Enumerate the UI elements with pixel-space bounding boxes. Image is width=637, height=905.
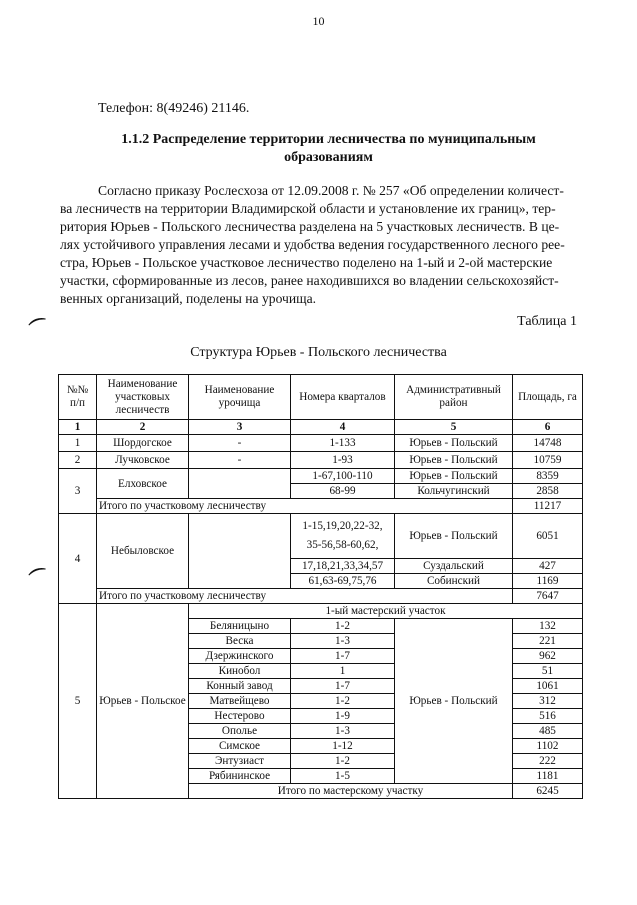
tract-name: Симское: [189, 739, 291, 754]
block-numbers: 1-2: [291, 619, 395, 634]
tract-name: Дзержинского: [189, 649, 291, 664]
forestry-name: Шордогское: [97, 435, 189, 452]
paragraph-line: Согласно приказу Рослесхоза от 12.09.2008 г. № 257 «Об определении количест-: [98, 183, 564, 198]
tract-name: Ополье: [189, 724, 291, 739]
table-row: [59, 435, 583, 452]
area: 10759: [513, 452, 583, 469]
block-numbers: 1-2: [291, 754, 395, 769]
table-row: [59, 514, 583, 559]
row-number: 2: [59, 452, 97, 469]
table-row: [59, 469, 583, 484]
column-number: 1: [59, 420, 97, 435]
subtotal-row: [59, 499, 583, 514]
paragraph-line: стра, Юрьев - Польское участковое лесничество поделено на 1-ый и 2-ой мастерские: [60, 255, 553, 270]
header-cell: Площадь, га: [513, 375, 583, 420]
forestry-name: Елховское: [97, 469, 189, 499]
subtotal-area: 11217: [513, 499, 583, 514]
district: Юрьев - Польский: [395, 435, 513, 452]
subtotal-area: 6245: [513, 784, 583, 799]
area: 222: [513, 754, 583, 769]
row-number: 5: [59, 604, 97, 799]
subtotal-area: 7647: [513, 589, 583, 604]
block-numbers: 1-7: [291, 649, 395, 664]
paragraph-line: венных организаций, поделены на урочища.: [60, 291, 317, 306]
district: Суздальский: [395, 559, 513, 574]
tract-name: Кинобол: [189, 664, 291, 679]
block-numbers-line-2: 35-56,58-60,62,: [306, 539, 379, 551]
subtotal-label: Итого по участковому лесничеству: [97, 499, 513, 514]
area: 221: [513, 634, 583, 649]
header-cell: Наименование урочища: [189, 375, 291, 420]
block-numbers: 1-93: [291, 452, 395, 469]
area: 962: [513, 649, 583, 664]
binder-hole-mark: ⌒: [27, 315, 52, 342]
paragraph-line: лях устойчивого управления лесами и удобства ведения государственного лесного рее-: [60, 237, 565, 252]
column-number-row: [59, 420, 583, 435]
tract-name: [189, 469, 291, 499]
section-header: 1-ый мастерский участок: [189, 604, 583, 619]
tract-name: Энтузиаст: [189, 754, 291, 769]
table-row: [59, 452, 583, 469]
block-numbers: 1-12: [291, 739, 395, 754]
section-title-line-2: образованиям: [284, 150, 373, 165]
area: 1181: [513, 769, 583, 784]
block-numbers: 1-7: [291, 679, 395, 694]
tract-name: Веска: [189, 634, 291, 649]
tract-name: -: [189, 435, 291, 452]
area: 51: [513, 664, 583, 679]
tract-name: -: [189, 452, 291, 469]
area: 427: [513, 559, 583, 574]
column-number: 4: [291, 420, 395, 435]
block-numbers: 1-2: [291, 694, 395, 709]
area: 132: [513, 619, 583, 634]
section-title: [60, 131, 597, 167]
district: Юрьев - Польский: [395, 514, 513, 559]
forestry-name: Юрьев - Польское: [97, 604, 189, 799]
block-numbers: [291, 514, 395, 559]
tract-name: Матвейщево: [189, 694, 291, 709]
paragraph-line: ва лесничеств на территории Владимирской области и установление их границ», тер-: [60, 201, 556, 216]
column-number: 5: [395, 420, 513, 435]
block-numbers: 1-67,100-110: [291, 469, 395, 484]
area: 1169: [513, 574, 583, 589]
district: Собинский: [395, 574, 513, 589]
header-cell: №№ п/п: [59, 375, 97, 420]
block-numbers: 1-3: [291, 724, 395, 739]
column-number: 2: [97, 420, 189, 435]
area: 516: [513, 709, 583, 724]
district: Кольчугинский: [395, 484, 513, 499]
column-number: 6: [513, 420, 583, 435]
area: 1102: [513, 739, 583, 754]
structure-table: [58, 374, 583, 799]
tract-name: Нестерово: [189, 709, 291, 724]
subtotal-label: Итого по участковому лесничеству: [97, 589, 513, 604]
area: 1061: [513, 679, 583, 694]
district: Юрьев - Польский: [395, 619, 513, 784]
area: 8359: [513, 469, 583, 484]
tract-name: Конный завод: [189, 679, 291, 694]
block-numbers: 1-3: [291, 634, 395, 649]
forestry-name: Небыловское: [97, 514, 189, 589]
area: 6051: [513, 514, 583, 559]
block-numbers: 17,18,21,33,34,57: [291, 559, 395, 574]
header-cell: Наименование участковых лесничеств: [97, 375, 189, 420]
header-cell: Номера кварталов: [291, 375, 395, 420]
block-numbers: 61,63-69,75,76: [291, 574, 395, 589]
phone-line: Телефон: 8(49246) 21146.: [98, 101, 250, 116]
block-numbers: 1-5: [291, 769, 395, 784]
area: 485: [513, 724, 583, 739]
area: 2858: [513, 484, 583, 499]
area: 14748: [513, 435, 583, 452]
district: Юрьев - Польский: [395, 469, 513, 484]
page-number: 10: [312, 14, 325, 28]
row-number: 1: [59, 435, 97, 452]
district: Юрьев - Польский: [395, 452, 513, 469]
binder-hole-mark: ⌒: [27, 565, 52, 592]
block-numbers: 1-9: [291, 709, 395, 724]
block-numbers: 1: [291, 664, 395, 679]
column-number: 3: [189, 420, 291, 435]
section-header-row: [59, 604, 583, 619]
table-header-row: [59, 375, 583, 420]
block-numbers-line-1: 1-15,19,20,22-32,: [302, 520, 383, 532]
tract-name: Беляницыно: [189, 619, 291, 634]
row-number: 3: [59, 469, 97, 514]
header-cell: Административный район: [395, 375, 513, 420]
block-numbers: 1-133: [291, 435, 395, 452]
tract-name: Рябининское: [189, 769, 291, 784]
table-label: Таблица 1: [517, 314, 577, 329]
block-numbers: 68-99: [291, 484, 395, 499]
forestry-name: Лучковское: [97, 452, 189, 469]
section-title-line-1: 1.1.2 Распределение территории лесничества по муниципальным: [121, 132, 536, 147]
tract-name: [189, 514, 291, 589]
subtotal-row: [59, 589, 583, 604]
area: 312: [513, 694, 583, 709]
table-caption: Структура Юрьев - Польского лесничества: [190, 345, 447, 360]
paragraph-line: ритория Юрьев - Польского лесничества разделена на 5 участковых лесничеств. В це-: [60, 219, 560, 234]
row-number: 4: [59, 514, 97, 604]
subtotal-label: Итого по мастерскому участку: [189, 784, 513, 799]
paragraph-line: участки, сформированные из лесов, ранее находившихся во владении сельскохозяйст-: [60, 273, 559, 288]
